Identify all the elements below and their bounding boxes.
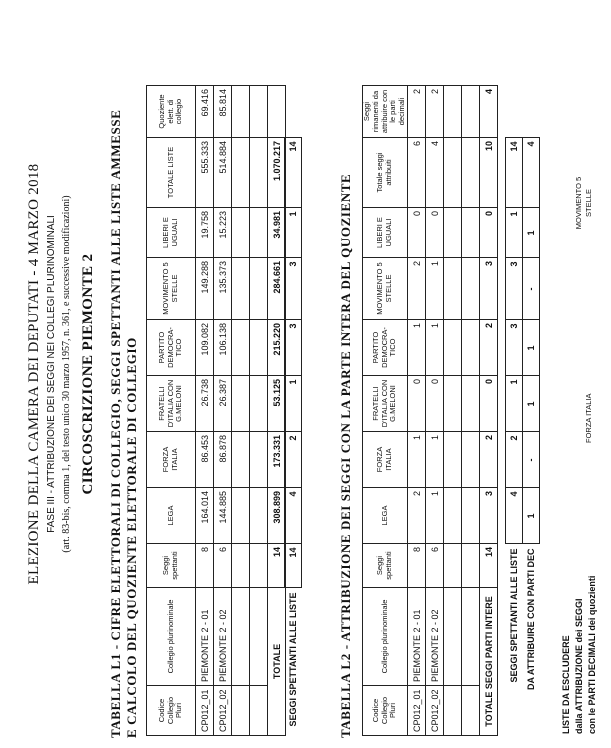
table-cell: 1	[426, 258, 444, 320]
seats-label: SEGGI SPETTANTI ALLE LISTE	[288, 592, 298, 727]
table-cell: 19.758	[196, 208, 214, 258]
col-header: Seggi spettanti	[363, 544, 408, 588]
col-header: Collegio plurinominale	[147, 588, 196, 686]
empty-row	[232, 86, 250, 736]
col-header: TOTALE LISTE	[147, 138, 196, 208]
table-cell: 8	[196, 544, 214, 588]
table-cell: 164.014	[196, 488, 214, 544]
col-header: FORZA ITALIA	[147, 432, 196, 488]
table2-header-row	[363, 86, 408, 736]
col-header: Seggi spettanti	[147, 544, 196, 588]
col-header: Totale seggi attribuiti	[363, 138, 408, 208]
total-label: TOTALE	[268, 588, 286, 736]
col-header: PARTITO DEMOCRA-TICO	[147, 320, 196, 376]
table-cell: 1	[426, 432, 444, 488]
table-cell: 26.738	[196, 376, 214, 432]
col-header: Codice Collegio Pluri	[363, 686, 408, 736]
excluded-list: MOVIMENTO 5 STELLE	[574, 176, 593, 230]
table-cell: 106.138	[214, 320, 232, 376]
table-cell: 85.814	[214, 86, 232, 138]
table1-seats-strip	[284, 138, 302, 737]
total-row	[480, 86, 498, 736]
decimal-label: DA ATTRIBUIRE CON PARTI DEC	[526, 548, 536, 690]
table-cell: 1	[426, 320, 444, 376]
table-cell: 3	[506, 320, 523, 376]
table-cell: 2	[285, 432, 302, 488]
table-cell: PIEMONTE 2 - 02	[214, 588, 232, 686]
table-cell: 2	[506, 432, 523, 488]
table-cell: 4	[480, 86, 498, 138]
table-cell: 14	[480, 544, 498, 588]
table-cell: 3	[285, 320, 302, 376]
table-cell: 2	[480, 320, 498, 376]
table-cell: 3	[506, 258, 523, 320]
table2-seat-allocation	[362, 85, 498, 736]
table-cell: 3	[480, 488, 498, 544]
table-cell: 2	[408, 488, 426, 544]
table-cell: 1	[285, 376, 302, 432]
col-header: LEGA	[147, 488, 196, 544]
col-header: LEGA	[363, 488, 408, 544]
table-cell: 6	[426, 544, 444, 588]
table-cell: CP012_02	[214, 686, 232, 736]
empty-row	[250, 86, 268, 736]
table-cell: 34.981	[268, 208, 286, 258]
table1-subtitle: E CALCOLO DEL QUOZIENTE ELETTORALE DI COLLEGIO	[124, 337, 139, 738]
seats-row	[285, 138, 302, 736]
table-cell: 0	[480, 376, 498, 432]
table-cell: 0	[426, 376, 444, 432]
table-cell: 3	[285, 258, 302, 320]
table-cell: 1.070.217	[268, 138, 286, 208]
table-cell: 26.387	[214, 376, 232, 432]
table1-title: TABELLA L1 - CIFRE ELETTORALI DI COLLEGIO, SEGGI SPETTANTI ALLE LISTE AMMESSE	[108, 109, 123, 738]
seats-row	[506, 138, 523, 736]
table-cell: 53.125	[268, 376, 286, 432]
table-cell: 2	[480, 432, 498, 488]
table-cell: PIEMONTE 2 - 01	[196, 588, 214, 686]
table-cell: CP012_01	[408, 686, 426, 736]
table-cell: CP012_01	[196, 686, 214, 736]
table-cell: 6	[408, 138, 426, 208]
empty-row	[462, 86, 480, 736]
table-cell: CP012_02	[426, 686, 444, 736]
table-cell: 4	[285, 488, 302, 544]
table-cell: 555.333	[196, 138, 214, 208]
table-row	[426, 86, 444, 736]
table-cell: 10	[480, 138, 498, 208]
col-header: FRATELLI D'ITALIA CON G.MELONI	[147, 376, 196, 432]
table-cell: 0	[408, 208, 426, 258]
table-cell: 4	[506, 488, 523, 544]
col-header: MOVIMENTO 5 STELLE	[147, 258, 196, 320]
table2-seats-strip	[505, 138, 540, 737]
table-cell: 215.220	[268, 320, 286, 376]
col-header: LIBERI E UGUALI	[363, 208, 408, 258]
table-cell: 1	[523, 208, 540, 258]
col-header: Seggi rimanenti da attribuire con le parti decimali	[363, 86, 408, 138]
table-cell: 2	[426, 86, 444, 138]
table-cell: 0	[408, 376, 426, 432]
table-cell: 8	[408, 544, 426, 588]
col-header: LIBERI E UGUALI	[147, 208, 196, 258]
table-cell: 14	[506, 138, 523, 208]
table-cell: 3	[480, 258, 498, 320]
law-reference: (art. 83-bis, comma 1, del testo unico 30 marzo 1957, n. 361, e successive modificazioni)	[61, 195, 72, 553]
table-cell: 1	[408, 320, 426, 376]
table-cell: 1	[523, 376, 540, 432]
table-cell: 308.899	[268, 488, 286, 544]
col-header: Collegio plurinominale	[363, 588, 408, 686]
excluded-list: FORZA ITALIA	[584, 393, 593, 443]
table-cell: 69.416	[196, 86, 214, 138]
table-cell: 15.223	[214, 208, 232, 258]
table-row	[408, 86, 426, 736]
table-cell: 514.884	[214, 138, 232, 208]
total-row	[268, 86, 286, 736]
table-cell: 173.331	[268, 432, 286, 488]
table-cell: 6	[214, 544, 232, 588]
col-header: MOVIMENTO 5 STELLE	[363, 258, 408, 320]
table-cell: 1	[408, 432, 426, 488]
exclusion-line: con le PARTI DECIMALI dei quozienti	[587, 575, 597, 734]
col-header: Quoziente elett. di collegio	[147, 86, 196, 138]
empty-row	[444, 86, 462, 736]
table-cell: 4	[426, 138, 444, 208]
document-title: ELEZIONE DELLA CAMERA DEI DEPUTATI - 4 MARZO 2018	[26, 163, 42, 585]
table-cell: 86.453	[196, 432, 214, 488]
table2-title: TABELLA L2 - ATTRIBUZIONE DEI SEGGI CON LA PARTE INTERA DEL QUOZIENTE	[338, 173, 353, 738]
table-cell: 2	[408, 86, 426, 138]
table-cell: 1	[285, 208, 302, 258]
table-cell: PIEMONTE 2 - 01	[408, 588, 426, 686]
table-cell: -	[523, 432, 540, 488]
col-header: FORZA ITALIA	[363, 432, 408, 488]
total-label: TOTALE SEGGI PARTI INTERE	[480, 588, 498, 736]
table-cell: 0	[480, 208, 498, 258]
col-header: Codice Collegio Pluri	[147, 686, 196, 736]
table-cell: 14	[285, 138, 302, 208]
table-cell: 149.288	[196, 258, 214, 320]
table-cell: 1	[426, 488, 444, 544]
seats-label: SEGGI SPETTANTI ALLE LISTE	[509, 548, 519, 683]
table-cell: 1	[506, 208, 523, 258]
table-cell: 1	[523, 320, 540, 376]
table-cell: 135.373	[214, 258, 232, 320]
phase-subtitle: FASE III - ATTRIBUZIONE DEI SEGGI NEI COLLEGI PLURINOMINALI	[46, 215, 57, 533]
table-cell: 144.885	[214, 488, 232, 544]
table-cell: 14	[285, 544, 302, 588]
table-cell: PIEMONTE 2 - 02	[426, 588, 444, 686]
table-cell: 14	[268, 544, 286, 588]
table-cell: 1	[523, 488, 540, 544]
exclusion-line: dalla ATTRIBUZIONE dei SEGGI	[574, 598, 584, 734]
table-row	[214, 86, 232, 736]
decimal-row	[523, 138, 540, 736]
table-cell: 109.082	[196, 320, 214, 376]
circoscrizione-title: CIRCOSCRIZIONE PIEMONTE 2	[80, 253, 96, 495]
col-header: FRATELLI D'ITALIA CON G.MELONI	[363, 376, 408, 432]
table-cell: 1	[506, 376, 523, 432]
exclusion-note	[560, 576, 599, 734]
table-cell: 86.878	[214, 432, 232, 488]
col-header: PARTITO DEMOCRA-TICO	[363, 320, 408, 376]
table-cell: 0	[426, 208, 444, 258]
table1-header-row	[147, 86, 196, 736]
exclusion-line: LISTE DA ESCLUDERE	[561, 635, 571, 734]
table1-electoral-figures	[146, 85, 286, 736]
table-row	[196, 86, 214, 736]
table-cell: 2	[408, 258, 426, 320]
table-cell: -	[523, 258, 540, 320]
table-cell: 4	[523, 138, 540, 208]
table-cell: 284.661	[268, 258, 286, 320]
